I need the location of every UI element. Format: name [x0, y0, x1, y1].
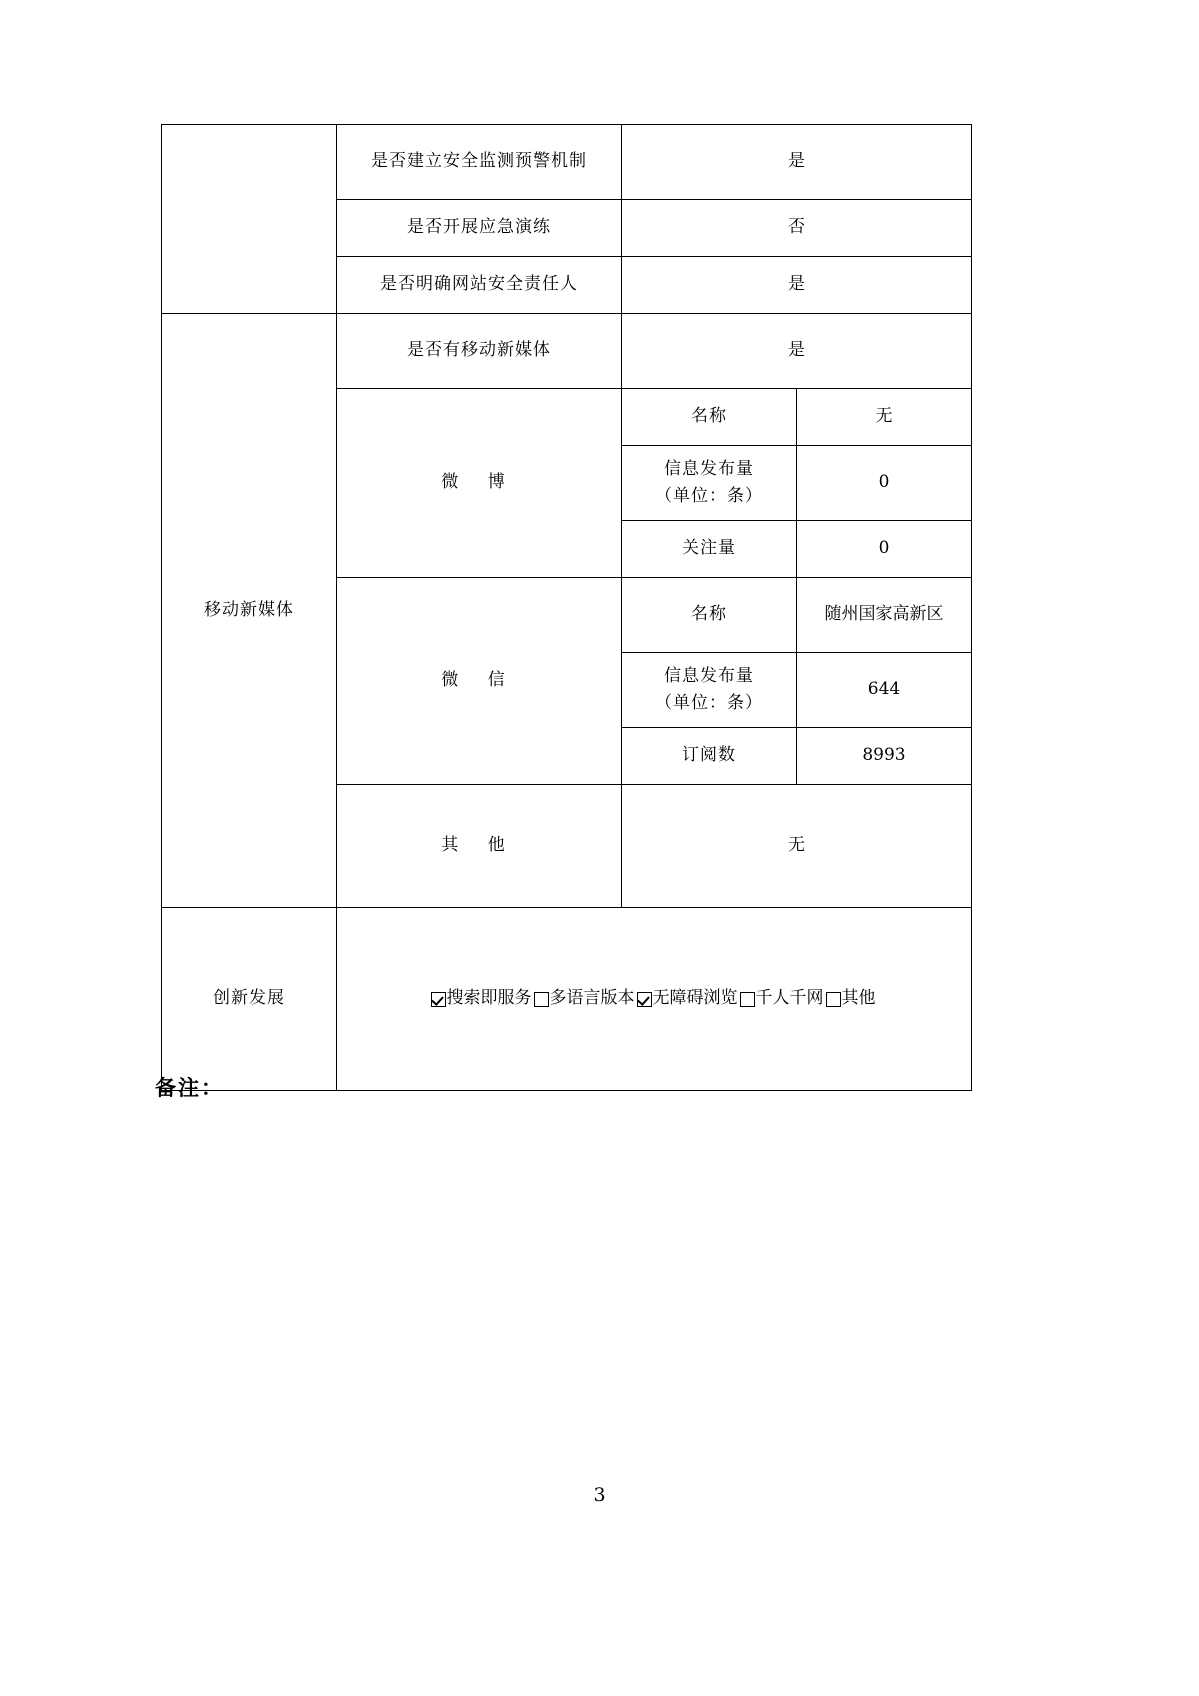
innovation-checkbox-group [341, 985, 967, 1012]
section-label-mobile-media: 移动新媒体 [162, 314, 337, 908]
weixin-name-value: 随州国家高新区 [797, 578, 972, 653]
innovation-option-accessibility[interactable] [637, 985, 740, 1012]
weibo-publish-count-key-line2: （单位：条） [655, 486, 763, 506]
checkbox-icon[interactable] [534, 992, 549, 1007]
weixin-subscribers-key: 订阅数 [622, 728, 797, 785]
row-label-has-mobile-media: 是否有移动新媒体 [337, 314, 622, 389]
table-row [162, 314, 972, 389]
weixin-subscribers-value: 8993 [797, 728, 972, 785]
row-label-emergency-drill: 是否开展应急演练 [337, 200, 622, 257]
remark-label: 备注： [155, 1075, 224, 1100]
weibo-name-key: 名称 [622, 389, 797, 446]
row-label-security-monitoring: 是否建立安全监测预警机制 [337, 125, 622, 200]
table-row [162, 125, 972, 200]
innovation-option-other[interactable] [826, 985, 878, 1012]
row-label-weixin: 微 信 [337, 578, 622, 785]
weibo-publish-count-value: 0 [797, 446, 972, 521]
row-value-security-officer: 是 [622, 257, 972, 314]
table-row [162, 908, 972, 1091]
weibo-followers-value: 0 [797, 521, 972, 578]
checkbox-icon[interactable] [826, 992, 841, 1007]
weibo-followers-key: 关注量 [622, 521, 797, 578]
checkbox-icon[interactable] [740, 992, 755, 1007]
weixin-publish-count-key [622, 653, 797, 728]
row-value-emergency-drill: 否 [622, 200, 972, 257]
row-label-weibo: 微 博 [337, 389, 622, 578]
row-value-security-monitoring: 是 [622, 125, 972, 200]
row-label-security-officer: 是否明确网站安全责任人 [337, 257, 622, 314]
weixin-name-key: 名称 [622, 578, 797, 653]
weibo-name-value: 无 [797, 389, 972, 446]
innovation-option-label: 无障碍浏览 [652, 988, 738, 1009]
innovation-option-search-as-service[interactable] [431, 985, 534, 1012]
checkbox-checked-icon[interactable] [637, 992, 652, 1007]
innovation-option-label: 其他 [841, 988, 876, 1009]
weixin-publish-count-key-line2: （单位：条） [655, 693, 763, 713]
innovation-option-label: 千人千网 [755, 988, 824, 1009]
weibo-publish-count-key [622, 446, 797, 521]
innovation-option-personalized[interactable] [740, 985, 826, 1012]
weixin-publish-count-key-line1: 信息发布量 [664, 665, 754, 686]
page-number: 3 [593, 1484, 606, 1506]
row-value-other-media: 无 [622, 785, 972, 908]
checkbox-checked-icon[interactable] [431, 992, 446, 1007]
security-section-cell [162, 125, 337, 314]
innovation-option-label: 搜索即服务 [446, 988, 532, 1009]
innovation-options-cell [337, 908, 972, 1091]
section-label-innovation: 创新发展 [162, 908, 337, 1091]
innovation-option-label: 多语言版本 [549, 988, 635, 1009]
row-label-other-media: 其 他 [337, 785, 622, 908]
row-value-has-mobile-media: 是 [622, 314, 972, 389]
annual-report-table [161, 124, 972, 1091]
innovation-option-multilingual[interactable] [534, 985, 637, 1012]
weibo-publish-count-key-line1: 信息发布量 [664, 458, 754, 479]
weixin-publish-count-value: 644 [797, 653, 972, 728]
